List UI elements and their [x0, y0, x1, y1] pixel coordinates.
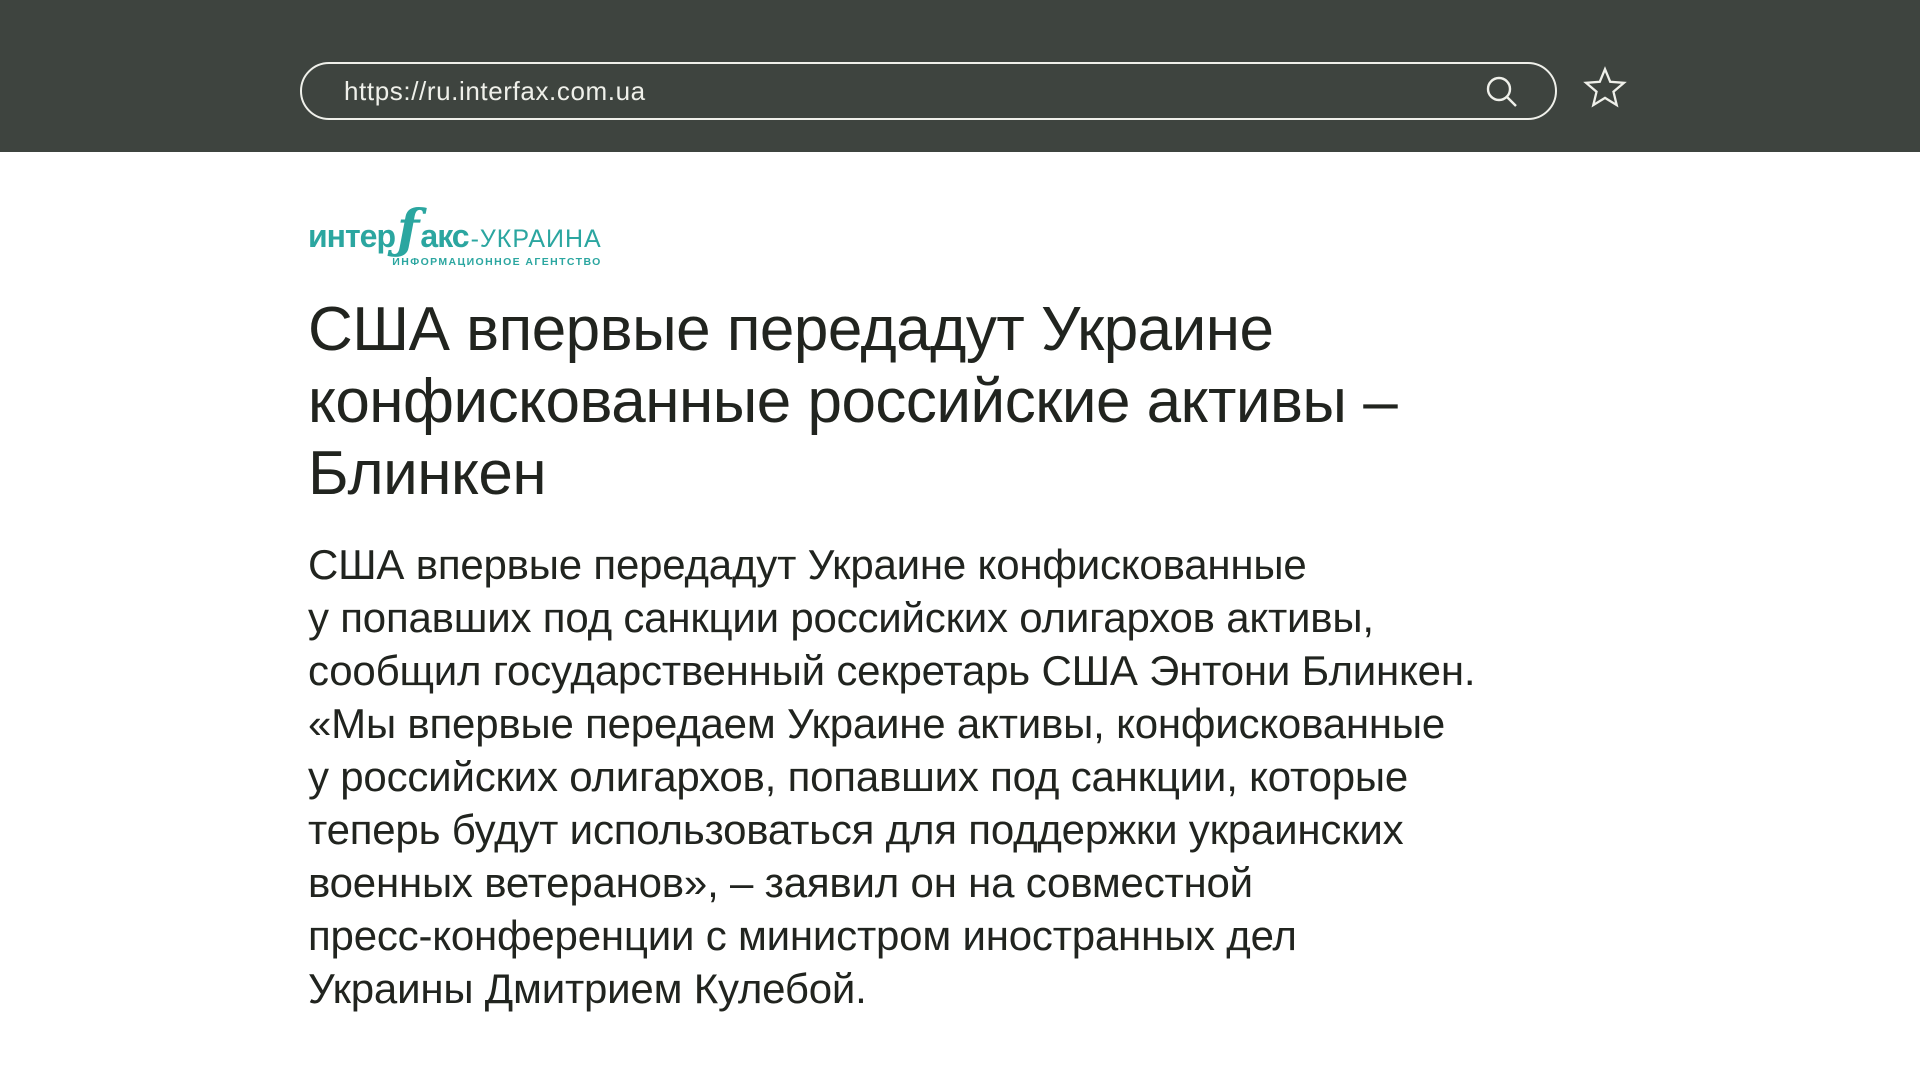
logo-text-ukraina: -УКРАИНА [470, 225, 602, 253]
logo-text-inter: интер [308, 218, 396, 254]
logo-tagline: ИНФОРМАЦИОННОЕ АГЕНТСТВО [392, 256, 602, 268]
logo-wordmark: интер ƒ акс -УКРАИНА [308, 199, 602, 260]
logo-text-aks: акс [420, 218, 469, 254]
article-page [0, 152, 1920, 1015]
article-body: США впервые передадут Украине конфискованные у попавших под санкции российских олигархов активы, сообщил государственный секретарь США Энтони Блинкен. «Мы впервые передаем Украине активы, конфискованные у российских олигархов, попавших под санкции, которые теперь будут использоваться для поддержки украинских военных ветеранов», – заявил он на совместной пресс-конференции с министром иностранных дел Украины Дмитрием Кулебой. [308, 541, 1476, 1012]
interfax-ukraine-logo[interactable] [308, 199, 602, 268]
article-headline: США впервые передадут Украине конфискованные российские активы – Блинкен [308, 295, 1398, 508]
bookmark-star-icon[interactable] [1583, 66, 1627, 112]
search-icon[interactable] [1485, 75, 1521, 111]
url-text[interactable]: https://ru.interfax.com.ua [344, 75, 646, 106]
url-bar[interactable] [300, 62, 1557, 120]
browser-toolbar [0, 0, 1920, 152]
